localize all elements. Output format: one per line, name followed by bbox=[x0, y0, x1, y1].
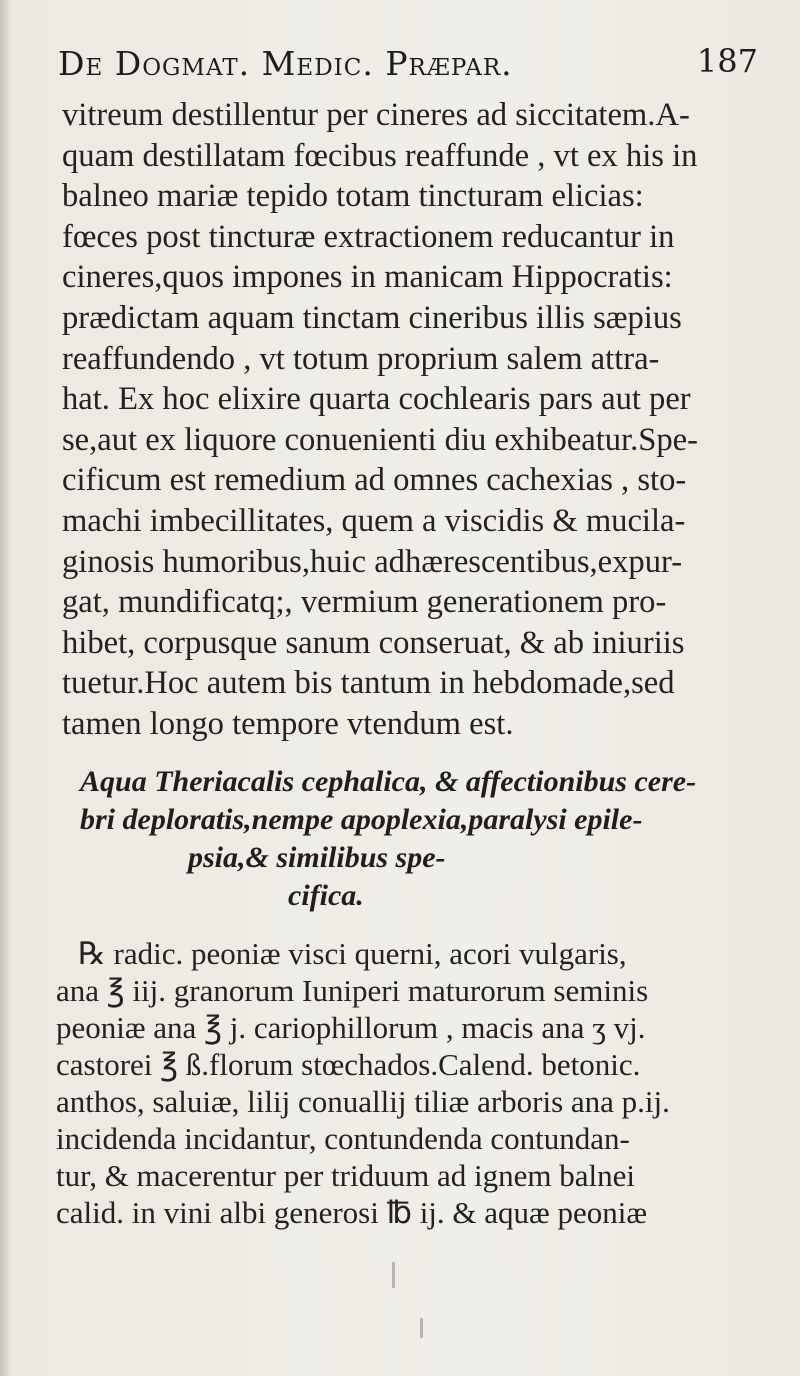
recipe-line: castorei ℥ ß.florum stœchados.Calend. betonic. bbox=[56, 1047, 641, 1082]
text-line: ginosis humoribus,huic adhærescentibus,expur- bbox=[62, 543, 683, 580]
text-line: cineres,quos impones in manicam Hippocratis: bbox=[62, 259, 673, 296]
paper-blemish bbox=[392, 1262, 395, 1288]
paper-blemish bbox=[420, 1318, 423, 1338]
text-line: tuetur.Hoc autem bis tantum in hebdomade,sed bbox=[62, 665, 675, 702]
text-line: machi imbecillitates, quem a viscidis & mucila- bbox=[62, 502, 686, 539]
text-line: vitreum destillentur per cineres ad siccitatem.A- bbox=[62, 97, 690, 133]
text-line: gat, mundificatq;, vermium generationem pro- bbox=[62, 584, 667, 621]
text-line: tamen longo tempore vtendum est. bbox=[62, 705, 514, 742]
text-line: hibet, corpusque sanum conseruat, & ab iniuriis bbox=[62, 624, 685, 661]
text-line: fœces post tincturæ extractionem reducantur in bbox=[62, 218, 675, 255]
running-head: De Dogmat. Medic. Præpar. bbox=[58, 44, 513, 83]
text-line: quam destillatam fœcibus reaffunde , vt ex his in bbox=[62, 137, 698, 174]
text-line: cificum est remedium ad omnes cachexias , sto- bbox=[62, 462, 687, 499]
gutter-shadow bbox=[0, 0, 10, 1376]
recipe-line: ℞ radic. peoniæ visci querni, acori vulgaris, bbox=[78, 936, 627, 971]
heading-line: psia,& similibus spe- bbox=[188, 841, 446, 874]
text-line: hat. Ex hoc elixire quarta cochlearis pars aut per bbox=[62, 381, 691, 418]
heading-line: cifica. bbox=[288, 879, 364, 912]
body-paragraph bbox=[62, 95, 752, 745]
text-line: balneo mariæ tepido totam tincturam elicias: bbox=[62, 178, 644, 215]
heading-line: Aqua Theriacalis cephalica, & affectionibus cere- bbox=[80, 765, 697, 798]
text-line: prædictam aquam tinctam cineribus illis sæpius bbox=[62, 299, 682, 336]
page-header bbox=[58, 40, 758, 92]
recipe-line: tur, & macerentur per triduum ad ignem balnei bbox=[56, 1158, 635, 1193]
recipe-line: calid. in vini albi generosi ℔ ij. & aquæ peoniæ bbox=[56, 1195, 648, 1230]
recipe-line: incidenda incidantur, contundenda contundan- bbox=[56, 1121, 630, 1156]
page-number: 187 bbox=[696, 42, 758, 80]
recipe-paragraph bbox=[56, 935, 756, 1231]
heading-line: bri deploratis,nempe apoplexia,paralysi epile- bbox=[80, 803, 643, 836]
recipe-line: ana ℥ iij. granorum Iuniperi maturorum seminis bbox=[56, 973, 649, 1008]
recipe-line: peoniæ ana ℥ j. cariophillorum , macis ana ʒ vj. bbox=[56, 1010, 646, 1045]
section-heading bbox=[80, 763, 760, 915]
text-line: reaffundendo , vt totum proprium salem attra- bbox=[62, 340, 660, 377]
text-line: se,aut ex liquore conuenienti diu exhibeatur.Spe- bbox=[62, 421, 698, 458]
recipe-line: anthos, saluiæ, lilij conuallij tiliæ arboris ana p.ij. bbox=[56, 1084, 670, 1119]
